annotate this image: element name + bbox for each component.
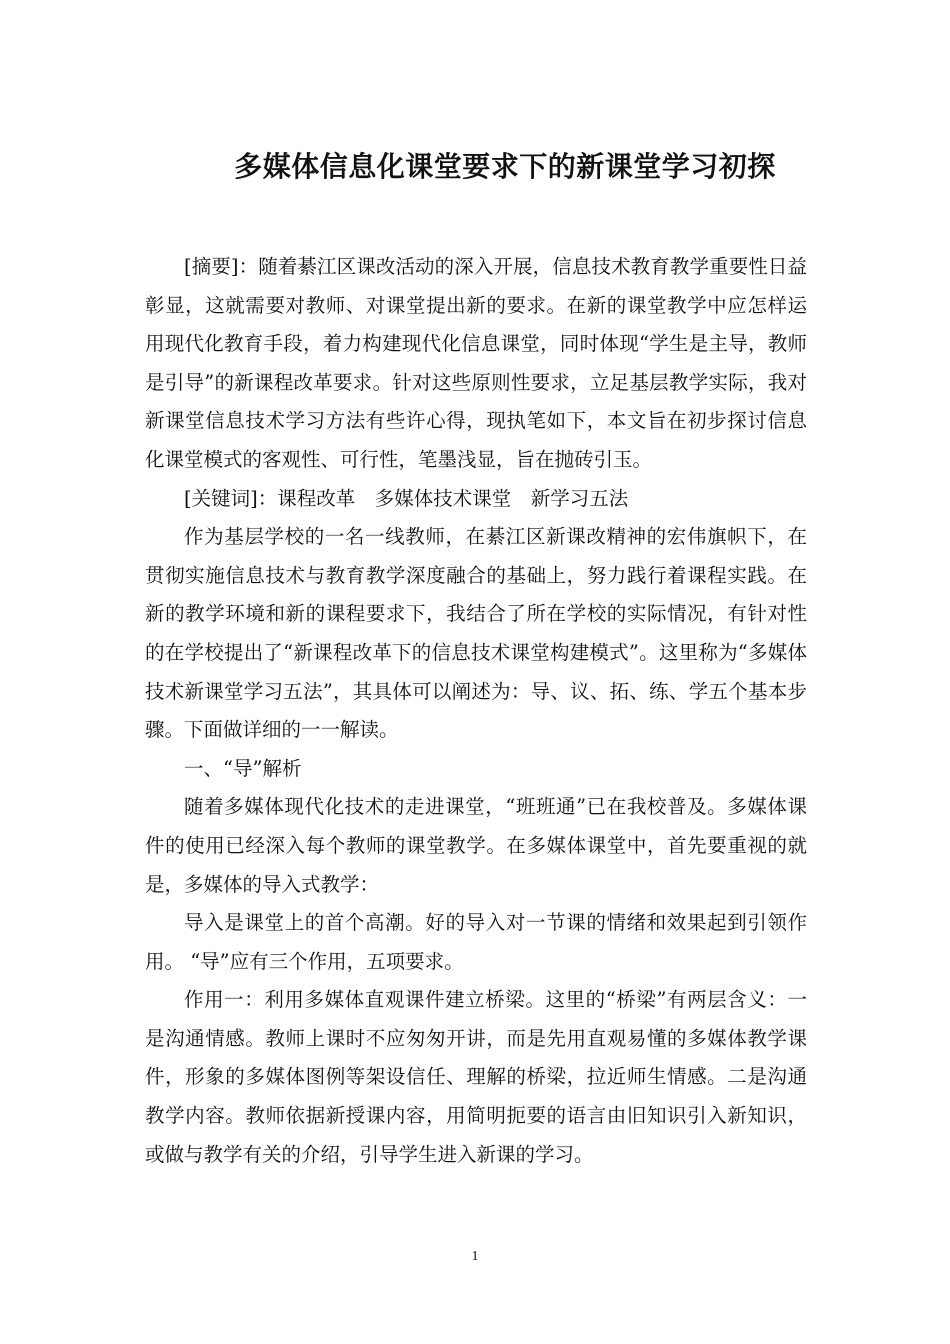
body-paragraph: 随着多媒体现代化技术的走进课堂，“班班通”已在我校普及。多媒体课件的使用已经深入每个教师的课堂教学。在多媒体课堂中，首先要重视的就是，多媒体的导入式教学：	[145, 795, 807, 896]
intro-paragraph: 作为基层学校的一名一线教师，在綦江区新课改精神的宏伟旗帜下，在贯彻实施信息技术与教育教学深度融合的基础上，努力践行着课程实践。在新的教学环境和新的课程要求下，我结合了所在学校的实际情况，有针对性的在学校提出了“新课程改革下的信息技术课堂构建模式”。这里称为“多媒体技术新课堂学习五法”，其具体可以阐述为：导、议、拓、练、学五个基本步骤。下面做详细的一一解读。	[145, 525, 807, 742]
document-title: 多媒体信息化课堂要求下的新课堂学习初探	[234, 149, 776, 183]
page-number: 1	[471, 1249, 479, 1264]
body-paragraph: 作用一：利用多媒体直观课件建立桥梁。这里的“桥梁”有两层含义：一是沟通情感。教师上课时不应匆匆开讲，而是先用直观易懂的多媒体教学课件，形象的多媒体图例等架设信任、理解的桥梁，拉近师生情感。二是沟通教学内容。教师依据新授课内容，用简明扼要的语言由旧知识引入新知识，或做与教学有关的介绍，引导学生进入新课的学习。	[145, 988, 807, 1166]
section-heading: 一、“导”解析	[184, 756, 302, 780]
abstract-paragraph: [摘要]：随着綦江区课改活动的深入开展，信息技术教育教学重要性日益彰显，这就需要对教师、对课堂提出新的要求。在新的课堂教学中应怎样运用现代化教育手段，着力构建现代化信息课堂，同时体现“学生是主导，教师是引导”的新课程改革要求。针对这些原则性要求，立足基层教学实际，我对新课堂信息技术学习方法有些许心得，现执笔如下，本文旨在初步探讨信息化课堂模式的客观性、可行性，笔墨浅显，旨在抛砖引玉。	[145, 255, 807, 471]
body-paragraph: 导入是课堂上的首个高潮。好的导入对一节课的情绪和效果起到引领作用。 “导”应有三个作用，五项要求。	[145, 911, 807, 973]
document-body	[145, 248, 807, 1174]
keywords-paragraph: [关键词]：课程改革 多媒体技术课堂 新学习五法	[184, 486, 629, 510]
